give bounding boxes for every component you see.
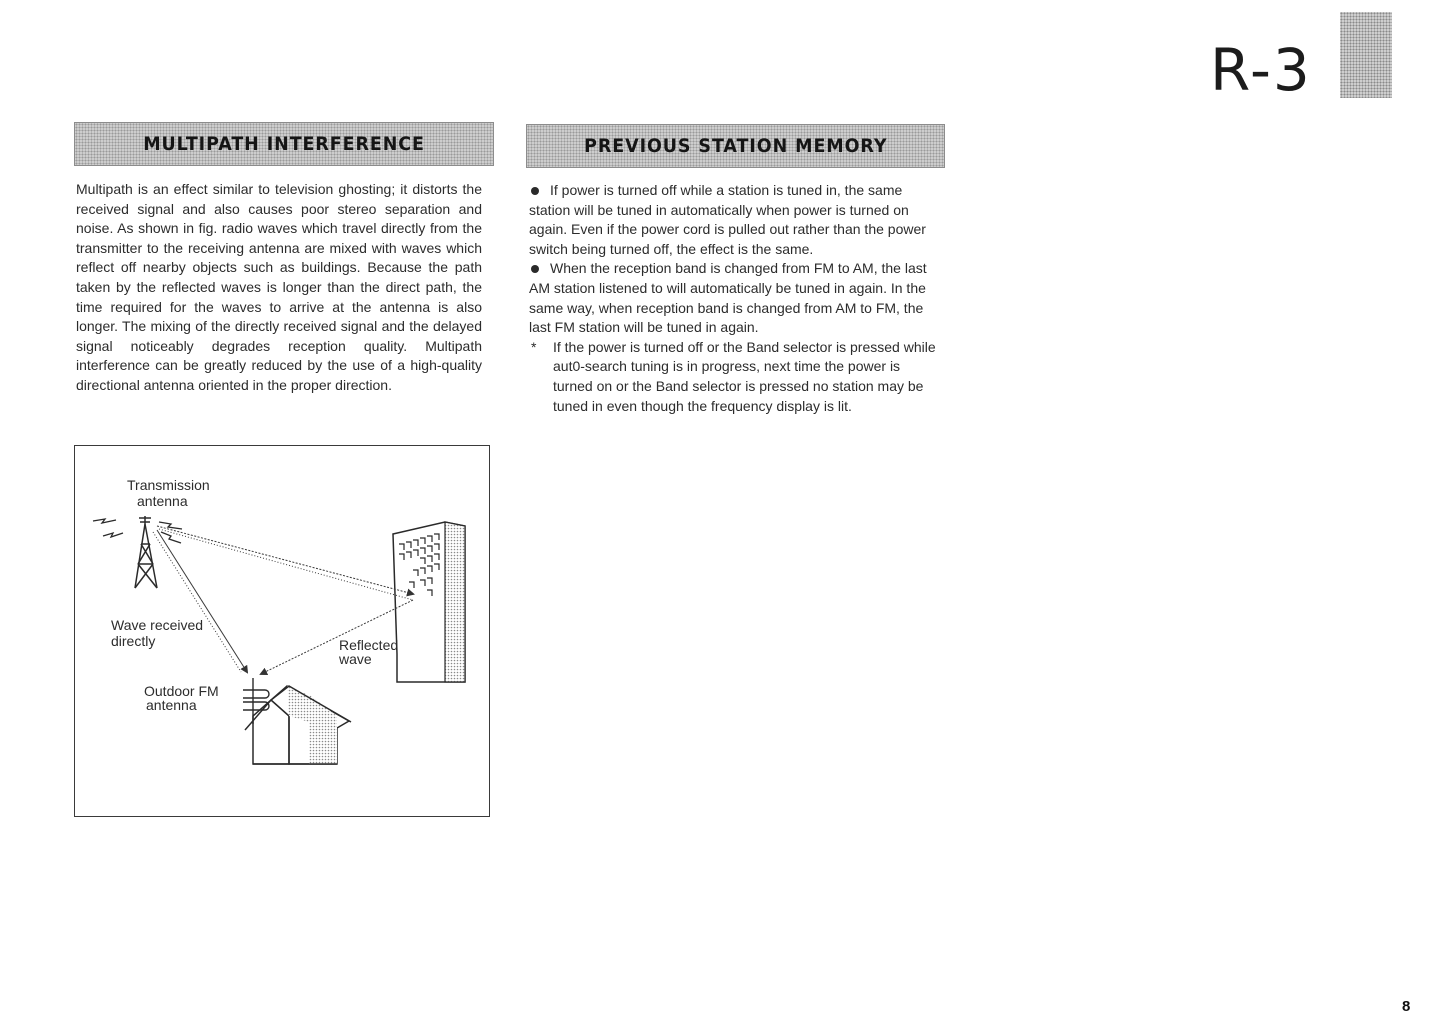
- memory-bullet-1: [529, 181, 941, 259]
- building-icon: [393, 522, 465, 682]
- transmission-tower-icon: [93, 516, 182, 588]
- label-directly: directly: [111, 633, 156, 649]
- memory-bullet-2: [529, 259, 941, 337]
- page-number: 8: [1402, 998, 1411, 1015]
- label-reflected: Reflected: [339, 637, 399, 653]
- logo-shaded-bar: [1340, 12, 1392, 98]
- memory-bullet-1-text: If power is turned off while a station is tuned in, the same station will be tuned in automatically when power is turned on again. Even if the power cord is pulled out rather than the power switch being turned off, the effect is the same.: [529, 182, 926, 257]
- multipath-heading: [74, 122, 494, 166]
- label-outdoor-fm: Outdoor FM: [144, 683, 219, 699]
- memory-note-text: If the power is turned off or the Band selector is pressed while aut0-search tuning is in progress, next time the power is turned on or the Band selector is pressed no station may be tuned in even though the frequency display is lit.: [553, 338, 936, 414]
- multipath-figure: [74, 445, 490, 817]
- label-outdoor-antenna: antenna: [146, 697, 197, 713]
- memory-section: [529, 181, 941, 416]
- model-logo: R-3: [1210, 36, 1312, 104]
- asterisk-marker: *: [531, 338, 537, 355]
- bullet-icon: [531, 265, 539, 273]
- label-wave-received: Wave received: [111, 617, 204, 633]
- label-wave: wave: [339, 651, 372, 667]
- multipath-heading-text: MULTIPATH INTERFERENCE: [143, 133, 425, 155]
- multipath-paragraph: Multipath is an effect similar to television ghosting; it distorts the received signal and also causes poor stereo separation and noise. As shown in fig. radio waves which travel directly from the transmitter to the receiving antenna are mixed with waves which reflect off nearby objects such as buildings. Because the path taken by the reflected waves is longer than the direct path, the time required for the waves to arrive at the antenna is also longer. The mixing of the directly received signal and the delayed signal noticeably degrades reception quality. Multipath interference can be greatly reduced by the use of a high-quality directional antenna oriented in the proper direction.: [76, 181, 482, 393]
- memory-heading-text: PREVIOUS STATION MEMORY: [583, 135, 888, 157]
- memory-bullet-2-text: When the reception band is changed from FM to AM, the last AM station listened to will automatically be tuned in again. In the same way, when reception band is changed from AM to FM, the last FM station will be tuned in again.: [529, 260, 927, 336]
- memory-note: [529, 338, 941, 416]
- label-transmission: Transmission: [127, 477, 210, 493]
- label-antenna: antenna: [137, 493, 188, 509]
- bullet-icon: [531, 187, 539, 195]
- memory-heading: [526, 124, 945, 168]
